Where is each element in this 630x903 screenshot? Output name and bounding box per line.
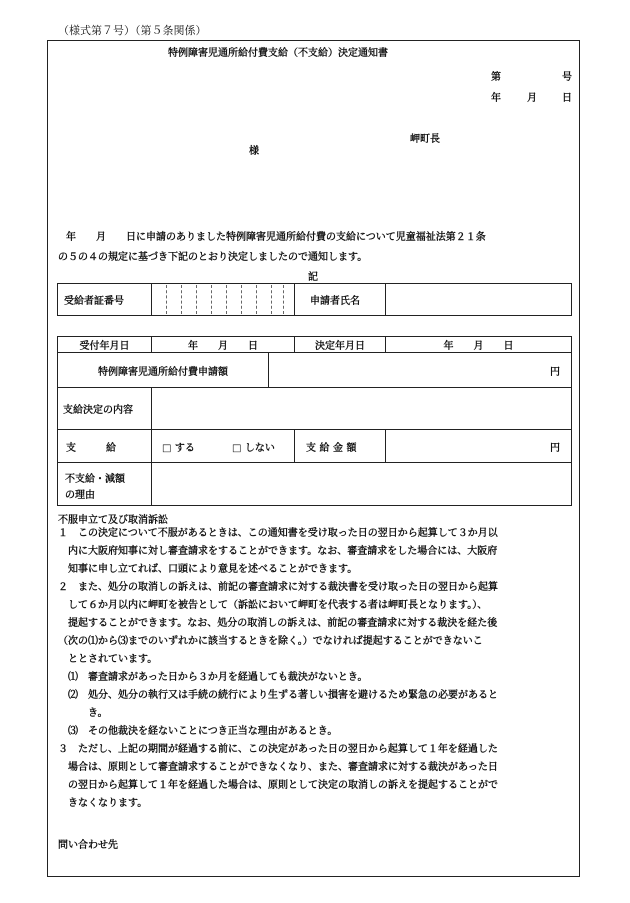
- body-line-1: 年 月 日に申請のありました特例障害児通所給付費の支給について児童福祉法第２１条: [66, 232, 486, 243]
- payment-amount-field[interactable]: [386, 430, 571, 462]
- recipient-number-label: 受給者証番号: [64, 296, 124, 307]
- body-line-2: の５の４の規定に基づき下記のとおり決定しましたので通知します。: [58, 252, 368, 263]
- payment-label: 支 給: [66, 442, 116, 454]
- decision-date-label: 決定年月日: [315, 341, 365, 352]
- appeal-line: きなくなります。: [58, 798, 148, 809]
- appeal-line: 内に大阪府知事に対し審査請求をすることができます。なお、審査請求をした場合には、大阪府: [58, 546, 498, 557]
- payment-amount-label: 支 給 金 額: [306, 442, 357, 454]
- page-title: 特例障害児通所給付費支給（不支給）決定通知書: [168, 48, 388, 59]
- date-year: 年: [491, 93, 501, 104]
- appeal-line: ⑵ 処分、処分の執行又は手続の続行により生ずる著しい損害を避けるため緊急の必要があると: [58, 690, 498, 701]
- reason-label-1: 不支給・減額: [65, 474, 125, 485]
- appeal-line: 場合は、原則として審査請求することができなくなり、また、審査請求に対する裁決があった日: [58, 762, 498, 773]
- payment-option-yes[interactable]: □ する: [162, 442, 195, 454]
- appeal-line: 知事に申し立てれば、口頭により意見を述べることができます。: [58, 564, 358, 575]
- addressee-sama: 様: [249, 146, 259, 157]
- appeal-line: ととされています。: [58, 654, 158, 665]
- ki-heading: 記: [308, 272, 318, 283]
- appeal-line: （次の⑴から⑶までのいずれかに該当するときを除く。）でなければ提起することができないこ: [58, 636, 483, 647]
- applicant-name-label: 申請者氏名: [310, 296, 360, 307]
- appeal-line: の翌日から起算して１年を経過した場合は、原則として決定の取消しの訴えを提起することがで: [58, 780, 498, 791]
- doc-number-dai: 第: [491, 72, 501, 83]
- reason-field[interactable]: [152, 463, 571, 505]
- applied-amount-label: 特例障害児通所給付費申請額: [98, 366, 228, 378]
- receipt-date-value[interactable]: 年 月 日: [188, 341, 258, 352]
- receipt-date-label: 受付年月日: [79, 341, 130, 352]
- payment-option-no[interactable]: □ しない: [232, 442, 275, 454]
- appeal-line: ３ ただし、上記の期間が経過する前に、この決定があった日の翌日から起算して１年を経過した: [58, 744, 498, 755]
- appeal-line: ⑴ 審査請求があった日から３か月を経過しても裁決がないとき。: [58, 672, 368, 683]
- form-number: （様式第７号）（第５条関係）: [58, 24, 207, 37]
- appeal-line: １ この決定について不服があるときは、この通知書を受け取った日の翌日から起算して３か月以: [58, 528, 498, 539]
- recipient-number-field[interactable]: [152, 284, 294, 315]
- date-month: 月: [527, 93, 537, 104]
- appeal-text: [58, 525, 498, 813]
- appeal-line: ２ また、処分の取消しの訴えは、前記の審査請求に対する裁決書を受け取った日の翌日から起算: [58, 582, 498, 593]
- appeal-line: ⑶ その他裁決を経ないことにつき正当な理由があるとき。: [58, 726, 338, 737]
- contact-label: 問い合わせ先: [58, 840, 118, 851]
- sender: 岬町長: [410, 134, 440, 145]
- applicant-name-field[interactable]: [386, 284, 571, 315]
- applied-amount-field[interactable]: [269, 353, 571, 387]
- payment-amount-yen: 円: [550, 442, 560, 454]
- applied-amount-yen: 円: [550, 366, 560, 378]
- reason-label-2: の理由: [65, 490, 95, 501]
- decision-date-value[interactable]: 年 月 日: [443, 341, 514, 352]
- appeal-heading: 不服申立て及び取消訴訟: [58, 515, 168, 526]
- appeal-line: き。: [58, 708, 108, 719]
- appeal-line: して６か月以内に岬町を被告として（訴訟において岬町を代表する者は岬町長となります。）、: [58, 600, 488, 611]
- doc-number-go: 号: [562, 72, 572, 83]
- date-day: 日: [562, 93, 572, 104]
- appeal-line: 提起することができます。なお、処分の取消しの訴えは、前記の審査請求に対する裁決を経た後: [58, 618, 498, 629]
- decision-content-label: 支給決定の内容: [63, 405, 133, 416]
- decision-content-field[interactable]: [152, 388, 571, 429]
